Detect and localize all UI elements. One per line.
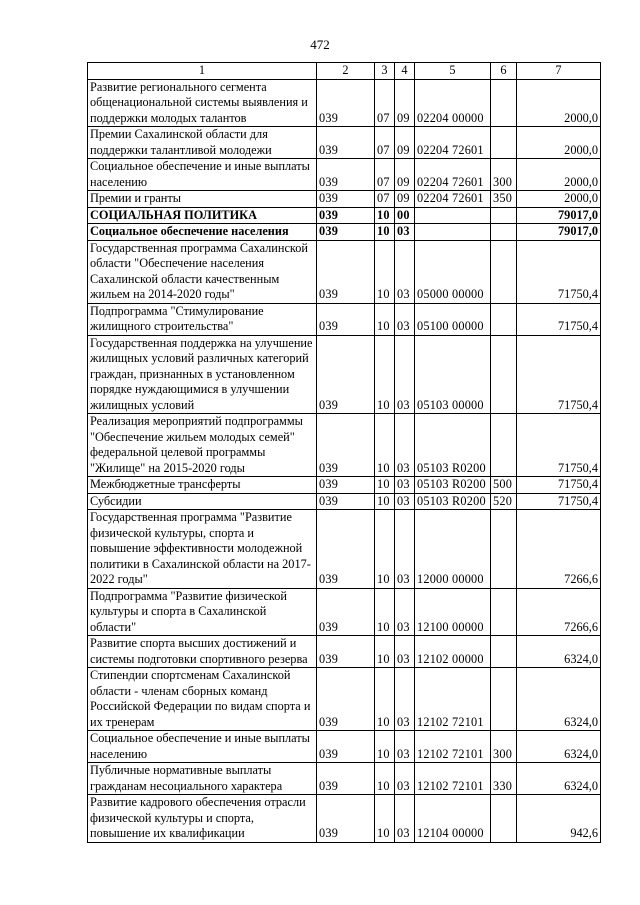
expense-type-cell: 300 bbox=[491, 159, 517, 191]
table-row bbox=[88, 240, 601, 303]
table-row bbox=[88, 763, 601, 795]
amount-cell: 71750,4 bbox=[517, 493, 601, 510]
subsection-cell: 03 bbox=[395, 303, 415, 335]
target-article-cell: 12102 72101 bbox=[415, 731, 491, 763]
section-cell: 10 bbox=[375, 207, 395, 224]
admin-code-cell: 039 bbox=[317, 493, 375, 510]
amount-cell: 942,6 bbox=[517, 795, 601, 843]
table-row bbox=[88, 207, 601, 224]
table-body bbox=[88, 79, 601, 842]
subsection-cell: 03 bbox=[395, 763, 415, 795]
admin-code-cell: 039 bbox=[317, 414, 375, 477]
subsection-cell: 03 bbox=[395, 668, 415, 731]
amount-cell: 6324,0 bbox=[517, 731, 601, 763]
section-cell: 10 bbox=[375, 510, 395, 589]
subsection-cell: 03 bbox=[395, 588, 415, 636]
subsection-cell: 03 bbox=[395, 795, 415, 843]
section-cell: 10 bbox=[375, 335, 395, 414]
subsection-cell: 03 bbox=[395, 636, 415, 668]
row-name-cell: Развитие спорта высших достижений и системы подготовки спортивного резерва bbox=[88, 636, 317, 668]
expense-type-cell bbox=[491, 588, 517, 636]
amount-cell: 6324,0 bbox=[517, 636, 601, 668]
row-name-cell: СОЦИАЛЬНАЯ ПОЛИТИКА bbox=[88, 207, 317, 224]
amount-cell: 71750,4 bbox=[517, 335, 601, 414]
table-row bbox=[88, 159, 601, 191]
target-article-cell: 05103 R0200 bbox=[415, 414, 491, 477]
table-row bbox=[88, 303, 601, 335]
section-cell: 10 bbox=[375, 224, 395, 241]
target-article-cell: 12100 00000 bbox=[415, 588, 491, 636]
amount-cell: 71750,4 bbox=[517, 477, 601, 494]
subsection-cell: 03 bbox=[395, 414, 415, 477]
expense-type-cell bbox=[491, 414, 517, 477]
target-article-cell: 12102 72101 bbox=[415, 668, 491, 731]
table-row bbox=[88, 79, 601, 127]
subsection-cell: 03 bbox=[395, 240, 415, 303]
expense-type-cell: 330 bbox=[491, 763, 517, 795]
section-cell: 07 bbox=[375, 127, 395, 159]
admin-code-cell: 039 bbox=[317, 588, 375, 636]
amount-cell: 79017,0 bbox=[517, 224, 601, 241]
target-article-cell: 02204 00000 bbox=[415, 79, 491, 127]
amount-cell: 71750,4 bbox=[517, 303, 601, 335]
amount-cell: 71750,4 bbox=[517, 414, 601, 477]
admin-code-cell: 039 bbox=[317, 207, 375, 224]
column-header: 4 bbox=[395, 63, 415, 80]
table-row bbox=[88, 636, 601, 668]
column-header: 3 bbox=[375, 63, 395, 80]
expense-type-cell bbox=[491, 240, 517, 303]
admin-code-cell: 039 bbox=[317, 240, 375, 303]
admin-code-cell: 039 bbox=[317, 79, 375, 127]
expense-type-cell bbox=[491, 79, 517, 127]
row-name-cell: Социальное обеспечение и иные выплаты населению bbox=[88, 159, 317, 191]
row-name-cell: Премии Сахалинской области для поддержки талантливой молодежи bbox=[88, 127, 317, 159]
row-name-cell: Реализация мероприятий подпрограммы "Обеспечение жильем молодых семей" федеральной целевой программы "Жилище" на 2015-2020 годы bbox=[88, 414, 317, 477]
admin-code-cell: 039 bbox=[317, 191, 375, 208]
amount-cell: 2000,0 bbox=[517, 127, 601, 159]
row-name-cell: Развитие регионального сегмента общенациональной системы выявления и поддержки молодых талантов bbox=[88, 79, 317, 127]
table-row bbox=[88, 414, 601, 477]
expense-type-cell: 350 bbox=[491, 191, 517, 208]
amount-cell: 2000,0 bbox=[517, 159, 601, 191]
table-row bbox=[88, 510, 601, 589]
section-cell: 10 bbox=[375, 795, 395, 843]
expense-type-cell bbox=[491, 303, 517, 335]
row-name-cell: Стипендии спортсменам Сахалинской области - членам сборных команд Российской Федерации по видам спорта и их тренерам bbox=[88, 668, 317, 731]
table-row bbox=[88, 335, 601, 414]
expense-type-cell bbox=[491, 207, 517, 224]
amount-cell: 2000,0 bbox=[517, 191, 601, 208]
row-name-cell: Социальное обеспечение населения bbox=[88, 224, 317, 241]
admin-code-cell: 039 bbox=[317, 636, 375, 668]
target-article-cell: 05000 00000 bbox=[415, 240, 491, 303]
section-cell: 10 bbox=[375, 303, 395, 335]
row-name-cell: Премии и гранты bbox=[88, 191, 317, 208]
admin-code-cell: 039 bbox=[317, 510, 375, 589]
column-header: 5 bbox=[415, 63, 491, 80]
admin-code-cell: 039 bbox=[317, 795, 375, 843]
subsection-cell: 03 bbox=[395, 224, 415, 241]
column-header: 6 bbox=[491, 63, 517, 80]
subsection-cell: 09 bbox=[395, 191, 415, 208]
row-name-cell: Подпрограмма "Развитие физической культуры и спорта в Сахалинской области" bbox=[88, 588, 317, 636]
expense-type-cell: 500 bbox=[491, 477, 517, 494]
expense-type-cell bbox=[491, 795, 517, 843]
amount-cell: 2000,0 bbox=[517, 79, 601, 127]
admin-code-cell: 039 bbox=[317, 668, 375, 731]
amount-cell: 71750,4 bbox=[517, 240, 601, 303]
row-name-cell: Субсидии bbox=[88, 493, 317, 510]
table-row bbox=[88, 668, 601, 731]
column-header: 2 bbox=[317, 63, 375, 80]
table-row bbox=[88, 127, 601, 159]
table-row bbox=[88, 795, 601, 843]
section-cell: 10 bbox=[375, 763, 395, 795]
target-article-cell: 05100 00000 bbox=[415, 303, 491, 335]
row-name-cell: Социальное обеспечение и иные выплаты населению bbox=[88, 731, 317, 763]
section-cell: 10 bbox=[375, 588, 395, 636]
subsection-cell: 03 bbox=[395, 335, 415, 414]
column-header: 1 bbox=[88, 63, 317, 80]
section-cell: 10 bbox=[375, 731, 395, 763]
budget-table bbox=[87, 62, 601, 843]
target-article-cell: 05103 R0200 bbox=[415, 493, 491, 510]
target-article-cell: 02204 72601 bbox=[415, 127, 491, 159]
row-name-cell: Публичные нормативные выплаты гражданам несоциального характера bbox=[88, 763, 317, 795]
target-article-cell bbox=[415, 224, 491, 241]
subsection-cell: 03 bbox=[395, 493, 415, 510]
section-cell: 10 bbox=[375, 668, 395, 731]
subsection-cell: 09 bbox=[395, 159, 415, 191]
admin-code-cell: 039 bbox=[317, 731, 375, 763]
target-article-cell: 02204 72601 bbox=[415, 191, 491, 208]
target-article-cell bbox=[415, 207, 491, 224]
target-article-cell: 05103 R0200 bbox=[415, 477, 491, 494]
expense-type-cell bbox=[491, 636, 517, 668]
table-row bbox=[88, 191, 601, 208]
amount-cell: 7266,6 bbox=[517, 588, 601, 636]
section-cell: 10 bbox=[375, 477, 395, 494]
row-name-cell: Государственная программа Сахалинской области "Обеспечение населения Сахалинской области качественным жильем на 2014-2020 годы" bbox=[88, 240, 317, 303]
subsection-cell: 03 bbox=[395, 731, 415, 763]
section-cell: 07 bbox=[375, 79, 395, 127]
expense-type-cell bbox=[491, 668, 517, 731]
row-name-cell: Государственная поддержка на улучшение жилищных условий различных категорий граждан, признанных в установленном порядке нуждающимися в улучшении жилищных условий bbox=[88, 335, 317, 414]
row-name-cell: Государственная программа "Развитие физической культуры, спорта и повышение эффективности молодежной политики в Сахалинской области на 2017-2022 годы" bbox=[88, 510, 317, 589]
expense-type-cell bbox=[491, 335, 517, 414]
amount-cell: 79017,0 bbox=[517, 207, 601, 224]
admin-code-cell: 039 bbox=[317, 763, 375, 795]
target-article-cell: 05103 00000 bbox=[415, 335, 491, 414]
column-header: 7 bbox=[517, 63, 601, 80]
table-row bbox=[88, 493, 601, 510]
admin-code-cell: 039 bbox=[317, 477, 375, 494]
table-row bbox=[88, 731, 601, 763]
row-name-cell: Развитие кадрового обеспечения отрасли физической культуры и спорта, повышение их квалификации bbox=[88, 795, 317, 843]
section-cell: 07 bbox=[375, 191, 395, 208]
section-cell: 10 bbox=[375, 493, 395, 510]
target-article-cell: 12102 72101 bbox=[415, 763, 491, 795]
section-cell: 07 bbox=[375, 159, 395, 191]
target-article-cell: 02204 72601 bbox=[415, 159, 491, 191]
expense-type-cell bbox=[491, 510, 517, 589]
section-cell: 10 bbox=[375, 414, 395, 477]
subsection-cell: 09 bbox=[395, 127, 415, 159]
header-row bbox=[88, 63, 601, 80]
subsection-cell: 00 bbox=[395, 207, 415, 224]
subsection-cell: 03 bbox=[395, 477, 415, 494]
admin-code-cell: 039 bbox=[317, 224, 375, 241]
table-row bbox=[88, 477, 601, 494]
expense-type-cell: 300 bbox=[491, 731, 517, 763]
target-article-cell: 12104 00000 bbox=[415, 795, 491, 843]
table-row bbox=[88, 588, 601, 636]
amount-cell: 6324,0 bbox=[517, 763, 601, 795]
admin-code-cell: 039 bbox=[317, 127, 375, 159]
page-number: 472 bbox=[310, 37, 330, 52]
row-name-cell: Межбюджетные трансферты bbox=[88, 477, 317, 494]
section-cell: 10 bbox=[375, 636, 395, 668]
table-row bbox=[88, 224, 601, 241]
amount-cell: 6324,0 bbox=[517, 668, 601, 731]
admin-code-cell: 039 bbox=[317, 303, 375, 335]
expense-type-cell bbox=[491, 224, 517, 241]
section-cell: 10 bbox=[375, 240, 395, 303]
expense-type-cell bbox=[491, 127, 517, 159]
target-article-cell: 12102 00000 bbox=[415, 636, 491, 668]
subsection-cell: 09 bbox=[395, 79, 415, 127]
target-article-cell: 12000 00000 bbox=[415, 510, 491, 589]
admin-code-cell: 039 bbox=[317, 335, 375, 414]
admin-code-cell: 039 bbox=[317, 159, 375, 191]
row-name-cell: Подпрограмма "Стимулирование жилищного строительства" bbox=[88, 303, 317, 335]
subsection-cell: 03 bbox=[395, 510, 415, 589]
expense-type-cell: 520 bbox=[491, 493, 517, 510]
amount-cell: 7266,6 bbox=[517, 510, 601, 589]
